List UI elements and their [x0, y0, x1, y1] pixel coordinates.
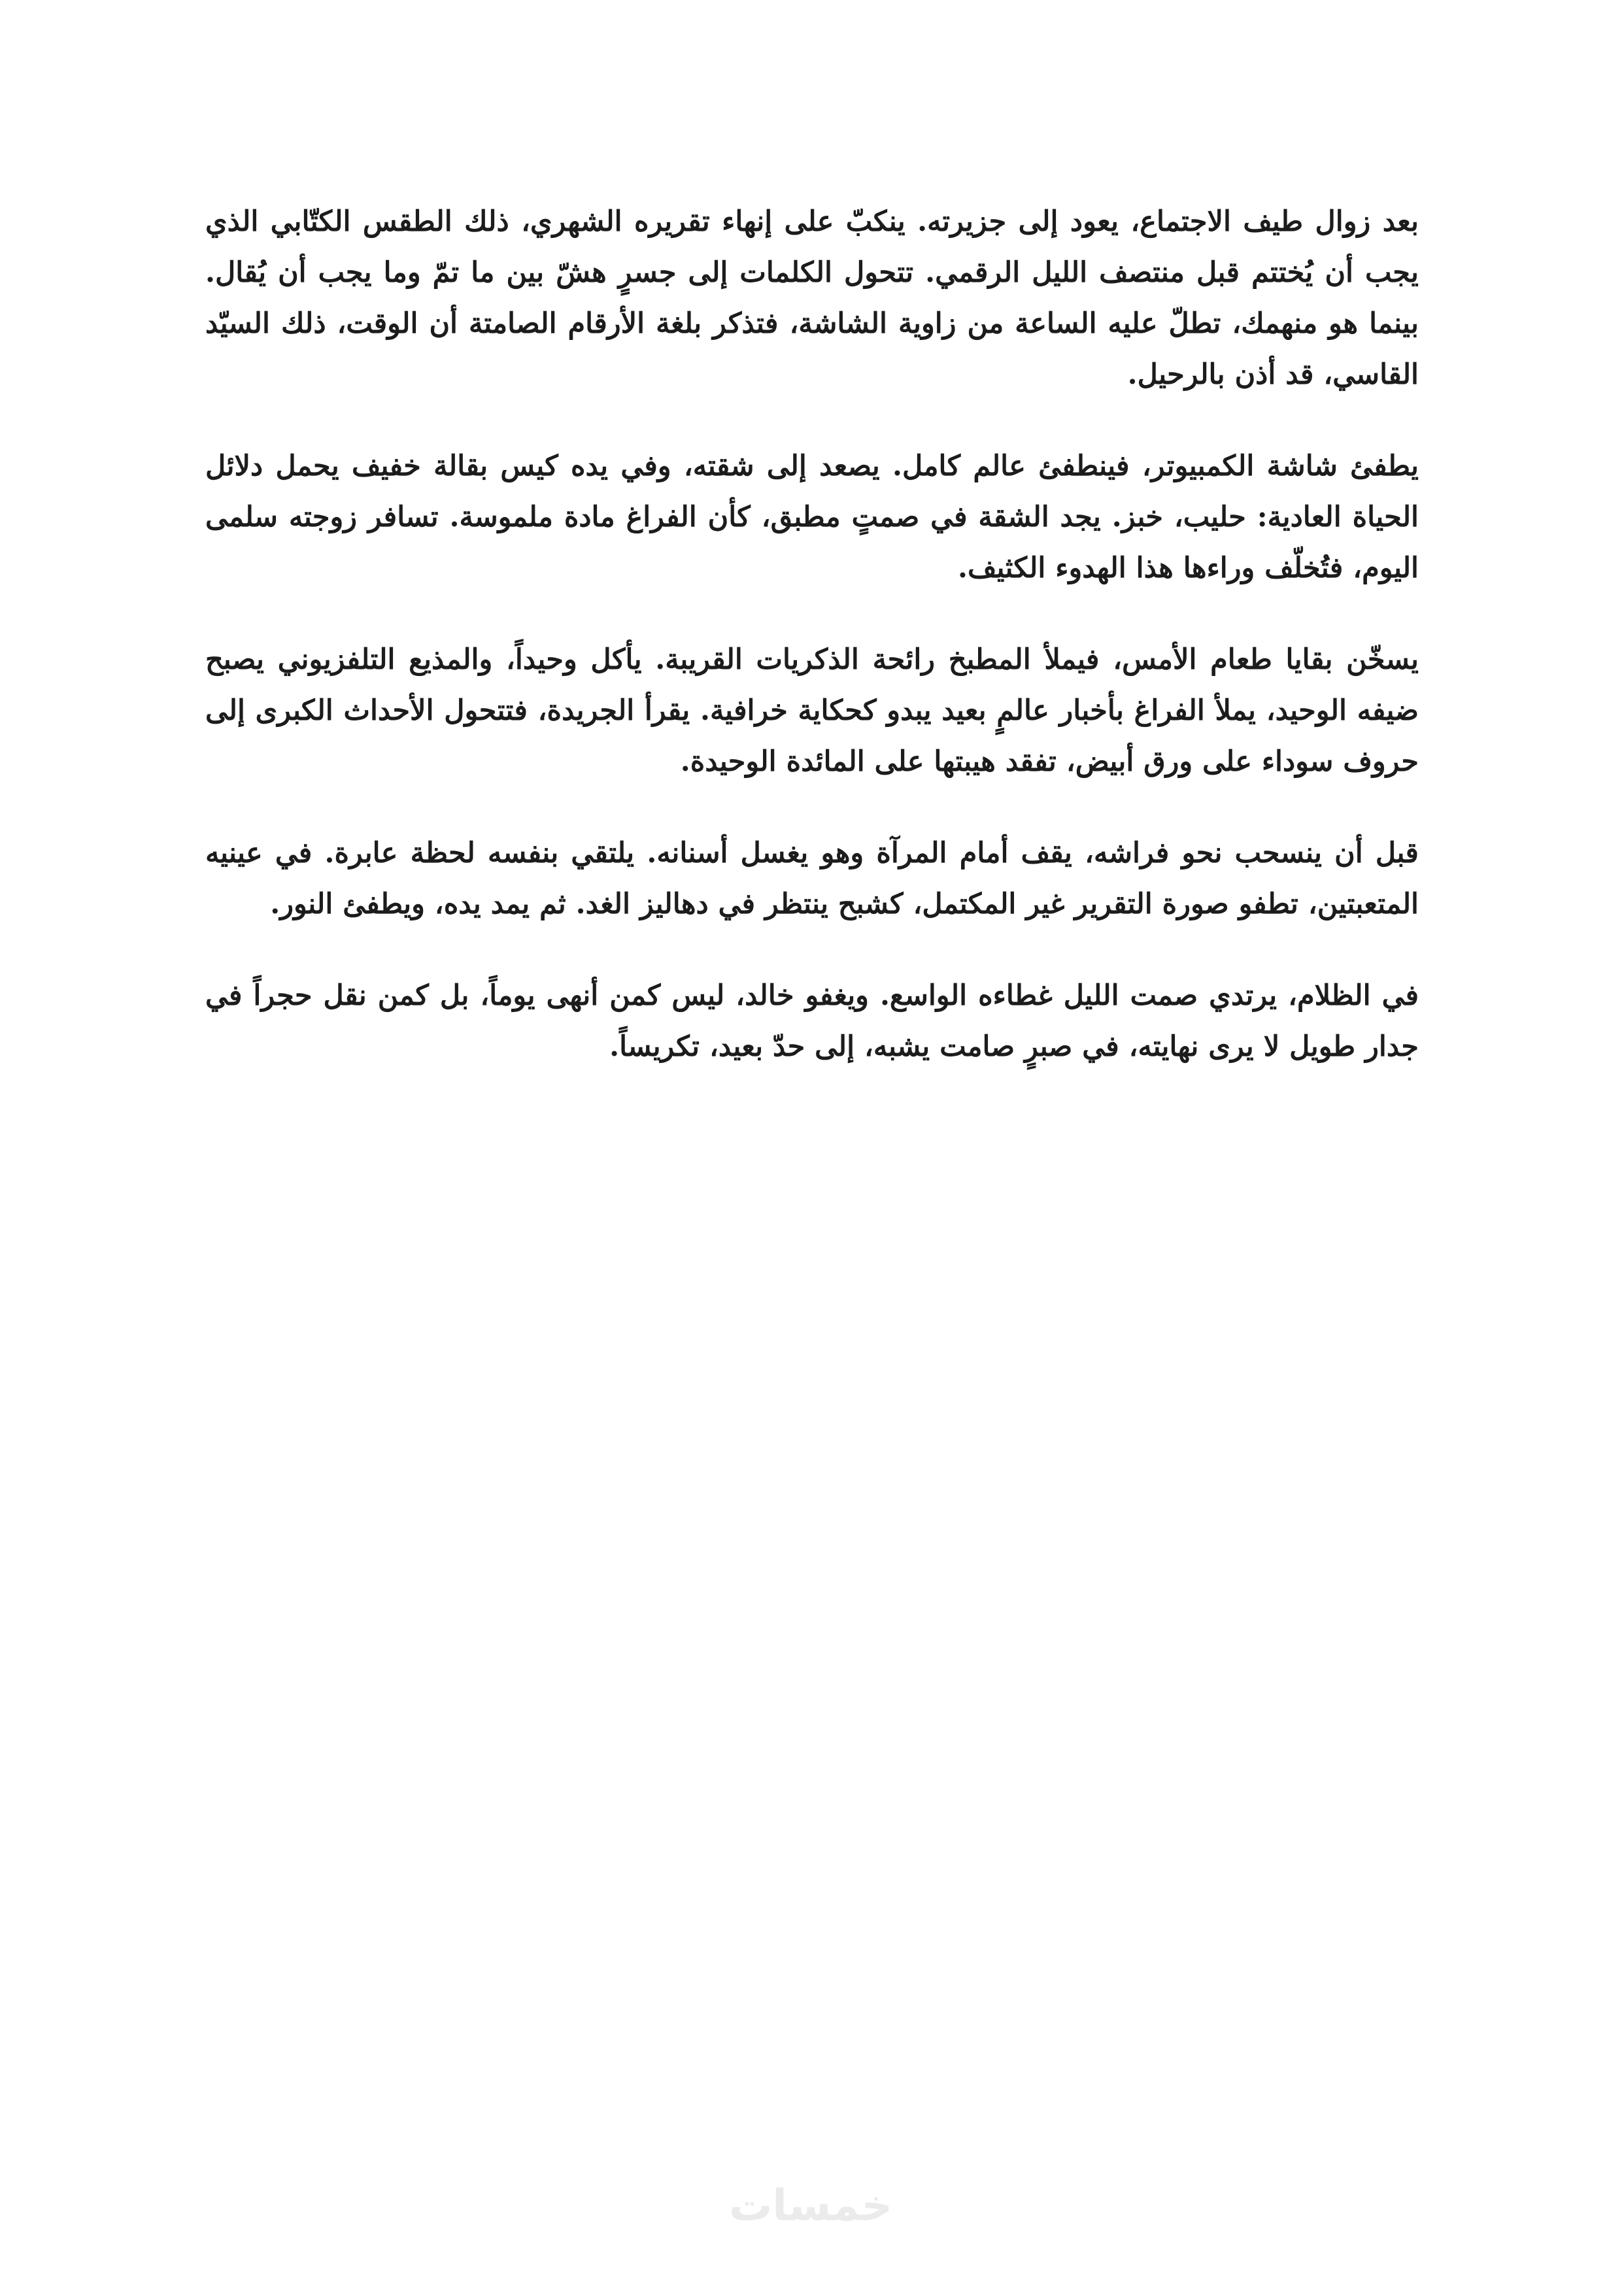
- paragraph-1: بعد زوال طيف الاجتماع، يعود إلى جزيرته. ينكبّ على إنهاء تقريره الشهري، ذلك الطقس الكتّابي الذي يجب أن يُختتم قبل منتصف الليل الرقمي. تتحول الكلمات إلى جسرٍ هشّ بين ما تمّ وما يجب أن يُقال. بينما هو منهمك، تطلّ عليه الساعة من زاوية الشاشة، فتذكر بلغة الأرقام الصامتة أن الوقت، ذلك السيّد القاسي، قد أذن بالرحيل.: [205, 205, 1419, 391]
- paragraph-3: يسخّن بقايا طعام الأمس، فيملأ المطبخ رائحة الذكريات القريبة. يأكل وحيداً، والمذيع التلفزيوني يصبح ضيفه الوحيد، يملأ الفراغ بأخبار عالمٍ بعيد يبدو كحكاية خرافية. يقرأ الجريدة، فتتحول الأحداث الكبرى إلى حروف سوداء على ورق أبيض، تفقد هيبتها على المائدة الوحيدة.: [205, 643, 1419, 778]
- khamsat-watermark: [693, 2169, 928, 2241]
- paragraph-4: قبل أن ينسحب نحو فراشه، يقف أمام المرآة وهو يغسل أسنانه. يلتقي بنفسه لحظة عابرة. في عينيه المتعبتين، تطفو صورة التقرير غير المكتمل، كشبح ينتظر في دهاليز الغد. ثم يمد يده، ويطفئ النور.: [205, 837, 1419, 920]
- story-text-body: [205, 196, 1419, 1113]
- paragraph-2: يطفئ شاشة الكمبيوتر، فينطفئ عالم كامل. يصعد إلى شقته، وفي يده كيس بقالة خفيف يحمل دلائل الحياة العادية: حليب، خبز. يجد الشقة في صمتٍ مطبق، كأن الفراغ مادة ملموسة. تسافر زوجته سلمى اليوم، فتُخلّف وراءها هذا الهدوء الكثيف.: [205, 450, 1419, 584]
- watermark-label: خمسات: [728, 2180, 893, 2231]
- paragraph-5: في الظلام، يرتدي صمت الليل غطاءه الواسع. ويغفو خالد، ليس كمن أنهى يوماً، بل كمن نقل حجراً في جدار طويل لا يرى نهايته، في صبرٍ صامت يشبه، إلى حدّ بعيد، تكريساً.: [205, 979, 1419, 1063]
